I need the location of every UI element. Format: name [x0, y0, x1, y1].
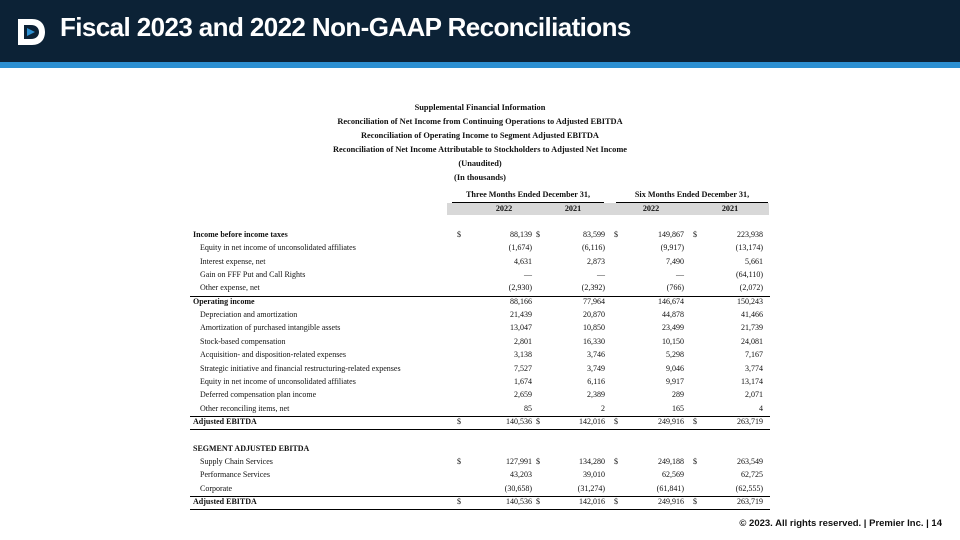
period-header-three-months: Three Months Ended December 31,	[465, 190, 591, 199]
table-row	[190, 457, 770, 470]
table-row	[190, 430, 770, 443]
row-value: —	[524, 270, 532, 279]
row-value: (2,392)	[581, 283, 605, 292]
row-value: (1,674)	[508, 243, 532, 252]
table-row	[190, 323, 770, 336]
row-value: 9,046	[666, 364, 684, 373]
row-value: 263,549	[737, 457, 763, 466]
dollar-sign: $	[693, 457, 697, 466]
row-value: 3,138	[514, 350, 532, 359]
row-label: Adjusted EBITDA	[193, 417, 257, 426]
dollar-sign: $	[614, 230, 618, 239]
row-label: Income before income taxes	[193, 230, 288, 239]
row-value: 6,116	[587, 377, 605, 386]
row-label: Other expense, net	[200, 283, 260, 292]
row-label: Deferred compensation plan income	[200, 390, 317, 399]
row-value: 83,599	[583, 230, 605, 239]
row-value: 142,016	[579, 417, 605, 426]
caption-line: Reconciliation of Net Income Attributable to Stockholders to Adjusted Net Income	[332, 145, 628, 154]
row-value: (2,930)	[508, 283, 532, 292]
row-value: 289	[672, 390, 684, 399]
row-value: 77,964	[583, 297, 605, 306]
row-value: 7,167	[745, 350, 763, 359]
row-value: 223,938	[737, 230, 763, 239]
table-row	[190, 364, 770, 377]
row-value: 5,661	[745, 257, 763, 266]
footer-copyright: © 2023. All rights reserved. | Premier Inc. | 14	[739, 518, 942, 529]
row-label: Adjusted EBITDA	[193, 497, 257, 506]
dollar-sign: $	[457, 497, 461, 506]
period-header-six-months: Six Months Ended December 31,	[634, 190, 750, 199]
row-label: Stock-based compensation	[200, 337, 286, 346]
row-value: 62,569	[662, 470, 684, 479]
row-value: 140,536	[506, 497, 532, 506]
table-row	[190, 257, 770, 270]
row-value: 21,439	[510, 310, 532, 319]
row-value: 16,330	[583, 337, 605, 346]
dollar-sign: $	[693, 230, 697, 239]
table-rule	[190, 496, 770, 497]
caption-line: (In thousands)	[454, 173, 506, 182]
row-value: 88,139	[510, 230, 532, 239]
table-row	[190, 243, 770, 256]
caption-line: Reconciliation of Operating Income to Segment Adjusted EBITDA	[361, 131, 599, 140]
dollar-sign: $	[536, 230, 540, 239]
row-value: 165	[672, 404, 684, 413]
row-value: 10,150	[662, 337, 684, 346]
table-row	[190, 377, 770, 390]
caption-line: (Unaudited)	[458, 159, 502, 168]
row-value: —	[676, 270, 684, 279]
row-label: Gain on FFF Put and Call Rights	[200, 270, 306, 279]
row-value: (6,116)	[581, 243, 605, 252]
row-value: 5,298	[666, 350, 684, 359]
row-label: Other reconciling items, net	[200, 404, 290, 413]
row-value: 146,674	[658, 297, 684, 306]
row-value: —	[597, 270, 605, 279]
caption-line: Supplemental Financial Information	[414, 103, 546, 112]
row-value: (64,110)	[735, 270, 763, 279]
row-value: 249,916	[658, 417, 684, 426]
row-value: 20,870	[583, 310, 605, 319]
row-value: (13,174)	[735, 243, 763, 252]
header-stripe	[0, 62, 960, 68]
row-value: (61,841)	[656, 484, 684, 493]
row-value: (62,555)	[735, 484, 763, 493]
title-bar	[0, 0, 960, 62]
row-value: 43,203	[510, 470, 532, 479]
row-value: 9,917	[666, 377, 684, 386]
row-value: 263,719	[737, 417, 763, 426]
row-label: Performance Services	[200, 470, 270, 479]
row-value: 149,867	[658, 230, 684, 239]
row-value: (2,072)	[739, 283, 763, 292]
dollar-sign: $	[536, 457, 540, 466]
dollar-sign: $	[693, 497, 697, 506]
year-header: 2021	[564, 204, 582, 213]
row-value: 150,243	[737, 297, 763, 306]
row-value: 1,674	[514, 377, 532, 386]
table-row	[190, 270, 770, 283]
row-value: 249,916	[658, 497, 684, 506]
table-row	[190, 297, 770, 310]
year-header: 2022	[495, 204, 513, 213]
table-rule	[190, 416, 770, 417]
dollar-sign: $	[457, 457, 461, 466]
row-value: 3,774	[745, 364, 763, 373]
row-value: 263,719	[737, 497, 763, 506]
row-value: 41,466	[741, 310, 763, 319]
row-value: 249,188	[658, 457, 684, 466]
table-row	[190, 337, 770, 350]
row-label: Depreciation and amortization	[200, 310, 298, 319]
row-value: (30,658)	[504, 484, 532, 493]
row-value: 13,174	[741, 377, 763, 386]
row-value: 7,527	[514, 364, 532, 373]
dollar-sign: $	[614, 417, 618, 426]
row-value: 85	[524, 404, 532, 413]
row-value: 7,490	[666, 257, 684, 266]
row-value: 142,016	[579, 497, 605, 506]
dollar-sign: $	[457, 230, 461, 239]
table-row	[190, 310, 770, 323]
row-label: Interest expense, net	[200, 257, 266, 266]
row-value: 10,850	[583, 323, 605, 332]
row-value: 2,801	[514, 337, 532, 346]
year-header: 2021	[721, 204, 739, 213]
table-row	[190, 444, 770, 457]
row-value: 3,749	[587, 364, 605, 373]
row-value: 4,631	[514, 257, 532, 266]
dollar-sign: $	[536, 497, 540, 506]
row-label: SEGMENT ADJUSTED EBITDA	[193, 444, 310, 453]
row-value: 2,389	[587, 390, 605, 399]
table-row	[190, 390, 770, 403]
row-label: Equity in net income of unconsolidated affiliates	[200, 377, 356, 386]
row-label: Operating income	[193, 297, 255, 306]
table-row	[190, 350, 770, 363]
dollar-sign: $	[536, 417, 540, 426]
row-label: Supply Chain Services	[200, 457, 273, 466]
row-value: 23,499	[662, 323, 684, 332]
row-value: 24,081	[741, 337, 763, 346]
dollar-sign: $	[614, 497, 618, 506]
table-rule	[190, 296, 770, 297]
row-value: 21,739	[741, 323, 763, 332]
row-value: 88,166	[510, 297, 532, 306]
row-value: (9,917)	[660, 243, 684, 252]
row-value: 134,280	[579, 457, 605, 466]
table-rule	[190, 429, 770, 430]
row-value: 2,659	[514, 390, 532, 399]
row-value: 2,873	[587, 257, 605, 266]
table-rule	[190, 509, 770, 510]
row-value: 3,746	[587, 350, 605, 359]
row-value: 44,878	[662, 310, 684, 319]
dollar-sign: $	[614, 457, 618, 466]
row-value: 2	[601, 404, 605, 413]
year-header: 2022	[642, 204, 660, 213]
caption-line: Reconciliation of Net Income from Continuing Operations to Adjusted EBITDA	[337, 117, 623, 126]
row-label: Amortization of purchased intangible assets	[200, 323, 341, 332]
row-value: 62,725	[741, 470, 763, 479]
table-row	[190, 230, 770, 243]
row-value: 140,536	[506, 417, 532, 426]
row-value: 4	[759, 404, 763, 413]
row-label: Equity in net income of unconsolidated affiliates	[200, 243, 356, 252]
table-row	[190, 283, 770, 296]
premier-logo-icon	[14, 16, 48, 48]
row-value: 13,047	[510, 323, 532, 332]
row-value: (31,274)	[577, 484, 605, 493]
row-value: (766)	[666, 283, 684, 292]
row-label: Corporate	[200, 484, 232, 493]
row-value: 39,010	[583, 470, 605, 479]
dollar-sign: $	[693, 417, 697, 426]
row-label: Acquisition- and disposition-related expenses	[200, 350, 346, 359]
table-row	[190, 470, 770, 483]
row-value: 127,991	[506, 457, 532, 466]
row-label: Strategic initiative and financial restructuring-related expenses	[200, 364, 401, 373]
dollar-sign: $	[457, 417, 461, 426]
row-value: 2,071	[745, 390, 763, 399]
page-title: Fiscal 2023 and 2022 Non-GAAP Reconciliations	[60, 12, 631, 42]
